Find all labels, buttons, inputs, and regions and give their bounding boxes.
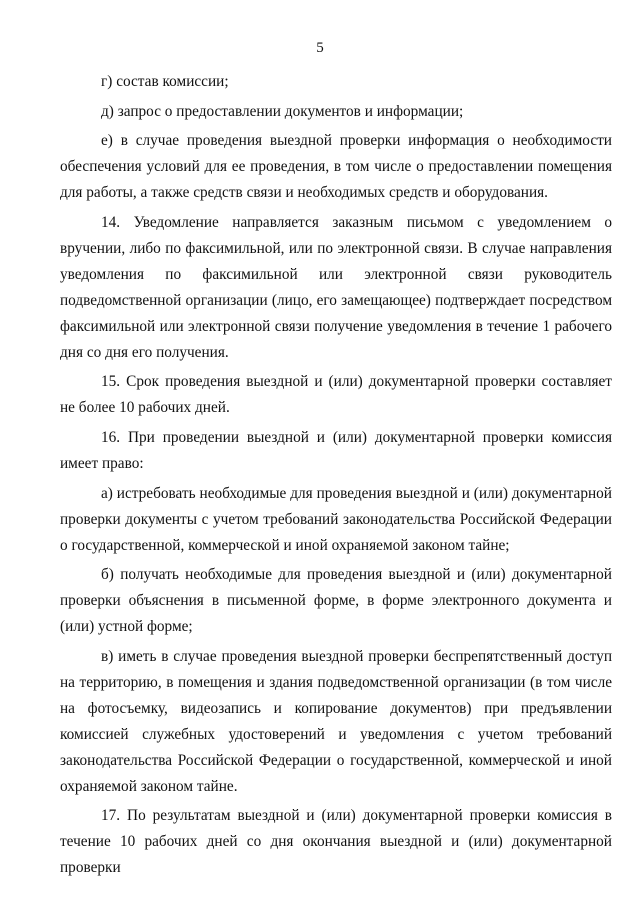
paragraph-item-a: а) истребовать необходимые для проведения выездной и (или) документарной проверки документы с учетом требований законодательства Российской Федерации о государственной, коммерческой и иной охраняемой законом тайне;	[60, 484, 612, 554]
paragraph-item-v: в) иметь в случае проведения выездной проверки беспрепятственный доступ на территорию, в помещения и здания подведомственной организации (в том числе на фотосъемку, видеозапись и копирование документов) при предъявлении комиссией служебных удостоверений и уведомления с учетом требований законодательства Российской Федерации о государственной, коммерческой и иной охраняемой законом тайне.	[60, 647, 612, 795]
paragraph-item-b: б) получать необходимые для проведения выездной и (или) документарной проверки объяснения в письменной форме, в форме электронного документа и (или) устной форме;	[60, 566, 612, 636]
paragraph-item-e: е) в случае проведения выездной проверки информация о необходимости обеспечения условий для ее проведения, в том числе о предоставлении помещения для работы, а также средств связи и необходимых средств и оборудования.	[60, 132, 612, 202]
paragraph-clause-16: 16. При проведении выездной и (или) документарной проверки комиссия имеет право:	[60, 428, 612, 472]
paragraph-item-d: д) запрос о предоставлении документов и информации;	[101, 102, 464, 120]
document-body	[60, 69, 612, 881]
paragraph-clause-15: 15. Срок проведения выездной и (или) документарной проверки составляет не более 10 рабочих дней.	[60, 373, 612, 417]
page-number: 5	[316, 40, 324, 56]
paragraph-item-g: г) состав комиссии;	[101, 73, 229, 90]
paragraph-clause-17: 17. По результатам выездной и (или) документарной проверки комиссия в течение 10 рабочих дней со дня окончания выездной и (или) документарной проверки	[60, 807, 612, 877]
paragraph-clause-14: 14. Уведомление направляется заказным письмом с уведомлением о вручении, либо по факсимильной, или по электронной связи. В случае направления уведомления по факсимильной или электронной связи руководитель подведомственной организации (лицо, его замещающее) подтверждает посредством факсимильной или электронной связи получение уведомления в течение 1 рабочего дня со дня его получения.	[60, 213, 612, 361]
